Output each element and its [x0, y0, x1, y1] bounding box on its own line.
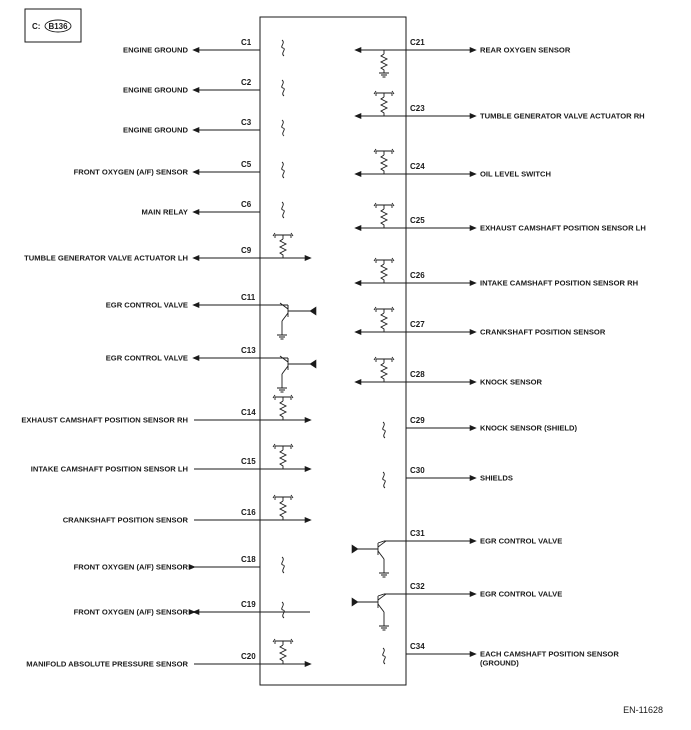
left-pin-c20	[26, 639, 311, 669]
pin-label: INTAKE CAMSHAFT POSITION SENSOR RH	[480, 278, 639, 288]
figure-id: EN-11628	[623, 705, 663, 715]
left-pin-c16	[63, 495, 311, 525]
pin-number: C20	[241, 652, 256, 661]
pin-label: CRANKSHAFT POSITION SENSOR	[480, 327, 606, 337]
right-pin-c31	[352, 529, 562, 577]
pin-label: TUMBLE GENERATOR VALVE ACTUATOR LH	[24, 253, 188, 263]
pin-label: EXHAUST CAMSHAFT POSITION SENSOR RH	[21, 415, 188, 425]
right-pin-c32	[352, 582, 562, 630]
pin-number: C19	[241, 600, 256, 609]
left-pin-c14	[21, 395, 311, 425]
pin-number: C32	[410, 582, 425, 591]
right-pin-c25	[355, 203, 646, 233]
pin-label: OIL LEVEL SWITCH	[480, 169, 552, 179]
pin-label: INTAKE CAMSHAFT POSITION SENSOR LH	[30, 464, 188, 474]
right-pin-c30	[383, 466, 513, 488]
pin-label: EACH CAMSHAFT POSITION SENSOR	[480, 649, 619, 659]
right-pin-c27	[355, 307, 606, 337]
left-pin-c13	[106, 346, 316, 392]
pin-number: C18	[241, 555, 256, 564]
pin-number: C25	[410, 216, 425, 225]
pins-layer	[21, 38, 645, 669]
pin-label: FRONT OXYGEN (A/F) SENSOR	[73, 607, 188, 617]
pin-label: ENGINE GROUND	[123, 85, 188, 95]
pin-number: C3	[241, 118, 252, 127]
pin-label: FRONT OXYGEN (A/F) SENSOR	[73, 167, 188, 177]
pin-label: EXHAUST CAMSHAFT POSITION SENSOR LH	[480, 223, 646, 233]
pin-number: C26	[410, 271, 425, 280]
pin-number: C30	[410, 466, 425, 475]
pin-number: C24	[410, 162, 425, 171]
pin-label: EGR CONTROL VALVE	[105, 353, 188, 363]
pin-label: EGR CONTROL VALVE	[480, 536, 563, 546]
right-pin-c29	[383, 416, 578, 438]
pin-label: ENGINE GROUND	[123, 45, 188, 55]
pin-number: C28	[410, 370, 425, 379]
pin-label: SHIELDS	[480, 473, 513, 483]
pin-number: C31	[410, 529, 425, 538]
right-pin-c34	[383, 642, 620, 668]
left-pin-c19	[74, 600, 310, 618]
pin-label: REAR OXYGEN SENSOR	[480, 45, 571, 55]
pin-label: KNOCK SENSOR	[480, 377, 543, 387]
pin-label: KNOCK SENSOR (SHIELD)	[480, 423, 578, 433]
pin-number: C27	[410, 320, 425, 329]
right-pin-c26	[355, 258, 638, 288]
control-module-box	[260, 17, 406, 685]
right-pin-c23	[355, 91, 645, 121]
pin-number: C29	[410, 416, 425, 425]
pin-label: EGR CONTROL VALVE	[105, 300, 188, 310]
pin-number: C23	[410, 104, 425, 113]
pin-label: TUMBLE GENERATOR VALVE ACTUATOR RH	[480, 111, 645, 121]
right-pin-c28	[355, 357, 543, 387]
pin-number: C34	[410, 642, 425, 651]
pin-number: C6	[241, 200, 252, 209]
right-pin-c21	[355, 38, 571, 77]
pin-label: MANIFOLD ABSOLUTE PRESSURE SENSOR	[26, 659, 188, 669]
pin-label: MAIN RELAY	[141, 207, 188, 217]
left-pin-c18	[74, 555, 285, 573]
left-pin-c5	[74, 160, 285, 178]
pin-number: C14	[241, 408, 256, 417]
right-pin-c24	[355, 149, 551, 179]
pin-number: C16	[241, 508, 256, 517]
pin-number: C21	[410, 38, 425, 47]
pin-number: C11	[241, 293, 256, 302]
left-pin-c9	[24, 233, 311, 263]
pin-label: ENGINE GROUND	[123, 125, 188, 135]
connector-tag	[25, 9, 81, 42]
pin-label: FRONT OXYGEN (A/F) SENSOR	[73, 562, 188, 572]
pin-number: C1	[241, 38, 252, 47]
pin-number: C13	[241, 346, 256, 355]
connector-prefix: C:	[32, 22, 41, 31]
left-pin-c6	[141, 200, 284, 218]
pin-number: C2	[241, 78, 252, 87]
connector-id: B136	[48, 22, 68, 31]
pin-number: C15	[241, 457, 256, 466]
pin-label: EGR CONTROL VALVE	[480, 589, 563, 599]
pin-number: C5	[241, 160, 252, 169]
pin-number: C9	[241, 246, 252, 255]
left-pin-c11	[106, 293, 316, 339]
pin-label: CRANKSHAFT POSITION SENSOR	[62, 515, 188, 525]
left-pin-c15	[31, 444, 311, 474]
pin-label-line2: (GROUND)	[480, 658, 519, 668]
